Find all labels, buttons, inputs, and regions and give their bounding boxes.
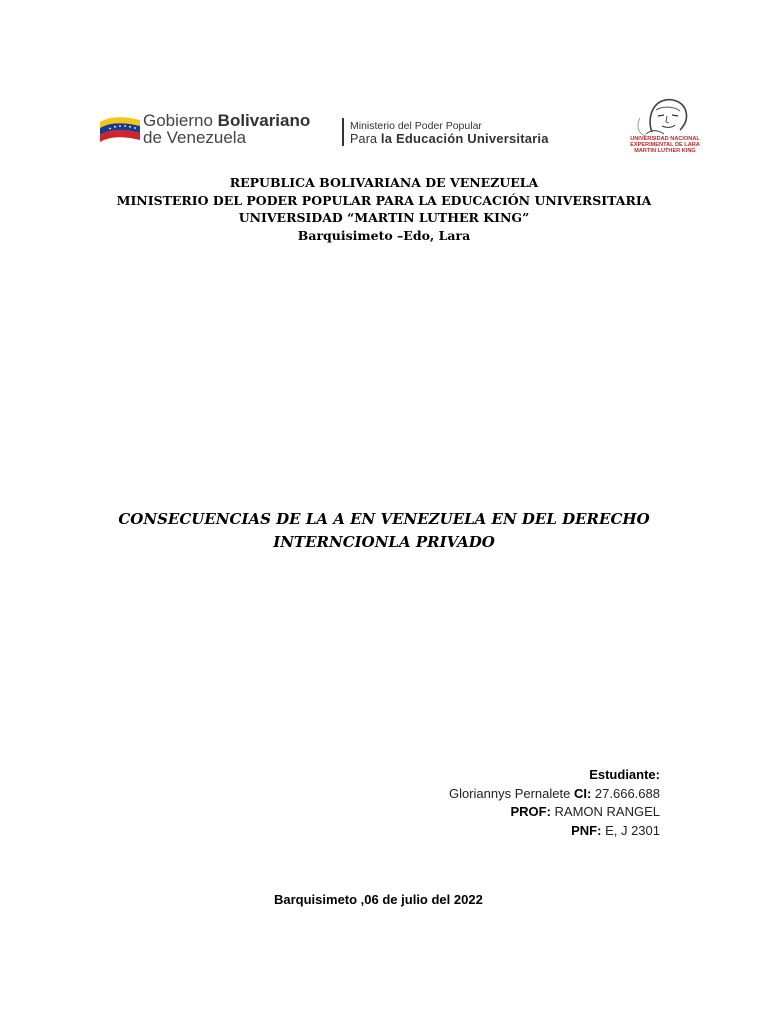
gobierno-bolivariano-logo bbox=[98, 112, 338, 148]
institution-line-ministerio: MINISTERIO DEL PODER POPULAR PARA LA EDUCACIÓN UNIVERSITARIA bbox=[116, 192, 652, 208]
ministerio-line2: Para la Educación Universitaria bbox=[350, 131, 549, 146]
student-info bbox=[449, 766, 660, 840]
martin-luther-king-portrait-icon bbox=[634, 96, 696, 136]
date-line: Barquisimeto ,06 de julio del 2022 bbox=[274, 892, 483, 907]
institution-heading bbox=[0, 174, 768, 244]
ministerio-logo bbox=[350, 120, 549, 146]
ci-label: CI: bbox=[573, 785, 592, 801]
university-logo bbox=[606, 96, 724, 160]
university-logo-text: UNIVERSIDAD NACIONAL EXPERIMENTAL DE LARA MARTIN LUTHER KING bbox=[630, 136, 700, 155]
document-title bbox=[0, 508, 768, 554]
prof-label: PROF: bbox=[510, 804, 551, 819]
title-line2: INTERNCIONLA PRIVADO bbox=[273, 533, 495, 551]
professor-line bbox=[449, 803, 660, 822]
title-line1: CONSECUENCIAS DE LA A EN VENEZUELA EN DEL DERECHO bbox=[118, 510, 650, 528]
logo-divider bbox=[342, 118, 344, 146]
gov-logo-line2: de Venezuela bbox=[143, 128, 247, 147]
institution-line-location: Barquisimeto –Edo, Lara bbox=[297, 227, 471, 243]
institution-line-republica: REPUBLICA BOLIVARIANA DE VENEZUELA bbox=[229, 175, 539, 190]
student-heading: Estudiante: bbox=[589, 767, 660, 782]
pnf-value: E, J 2301 bbox=[601, 822, 660, 838]
institution-line-universidad: UNIVERSIDAD “MARTIN LUTHER KING” bbox=[238, 210, 530, 225]
pnf-label: PNF: bbox=[571, 822, 602, 838]
student-name-line bbox=[449, 785, 660, 804]
pnf-line bbox=[449, 822, 660, 841]
ci-value: 27.666.688 bbox=[591, 785, 660, 801]
ministerio-line1: Ministerio del Poder Popular bbox=[350, 120, 482, 132]
gov-logo-line1: Gobierno Bolivariano bbox=[143, 111, 311, 130]
venezuela-flag-icon bbox=[98, 116, 142, 146]
student-name: Gloriannys Pernalete bbox=[448, 785, 574, 801]
prof-value: RAMON RANGEL bbox=[550, 804, 660, 819]
